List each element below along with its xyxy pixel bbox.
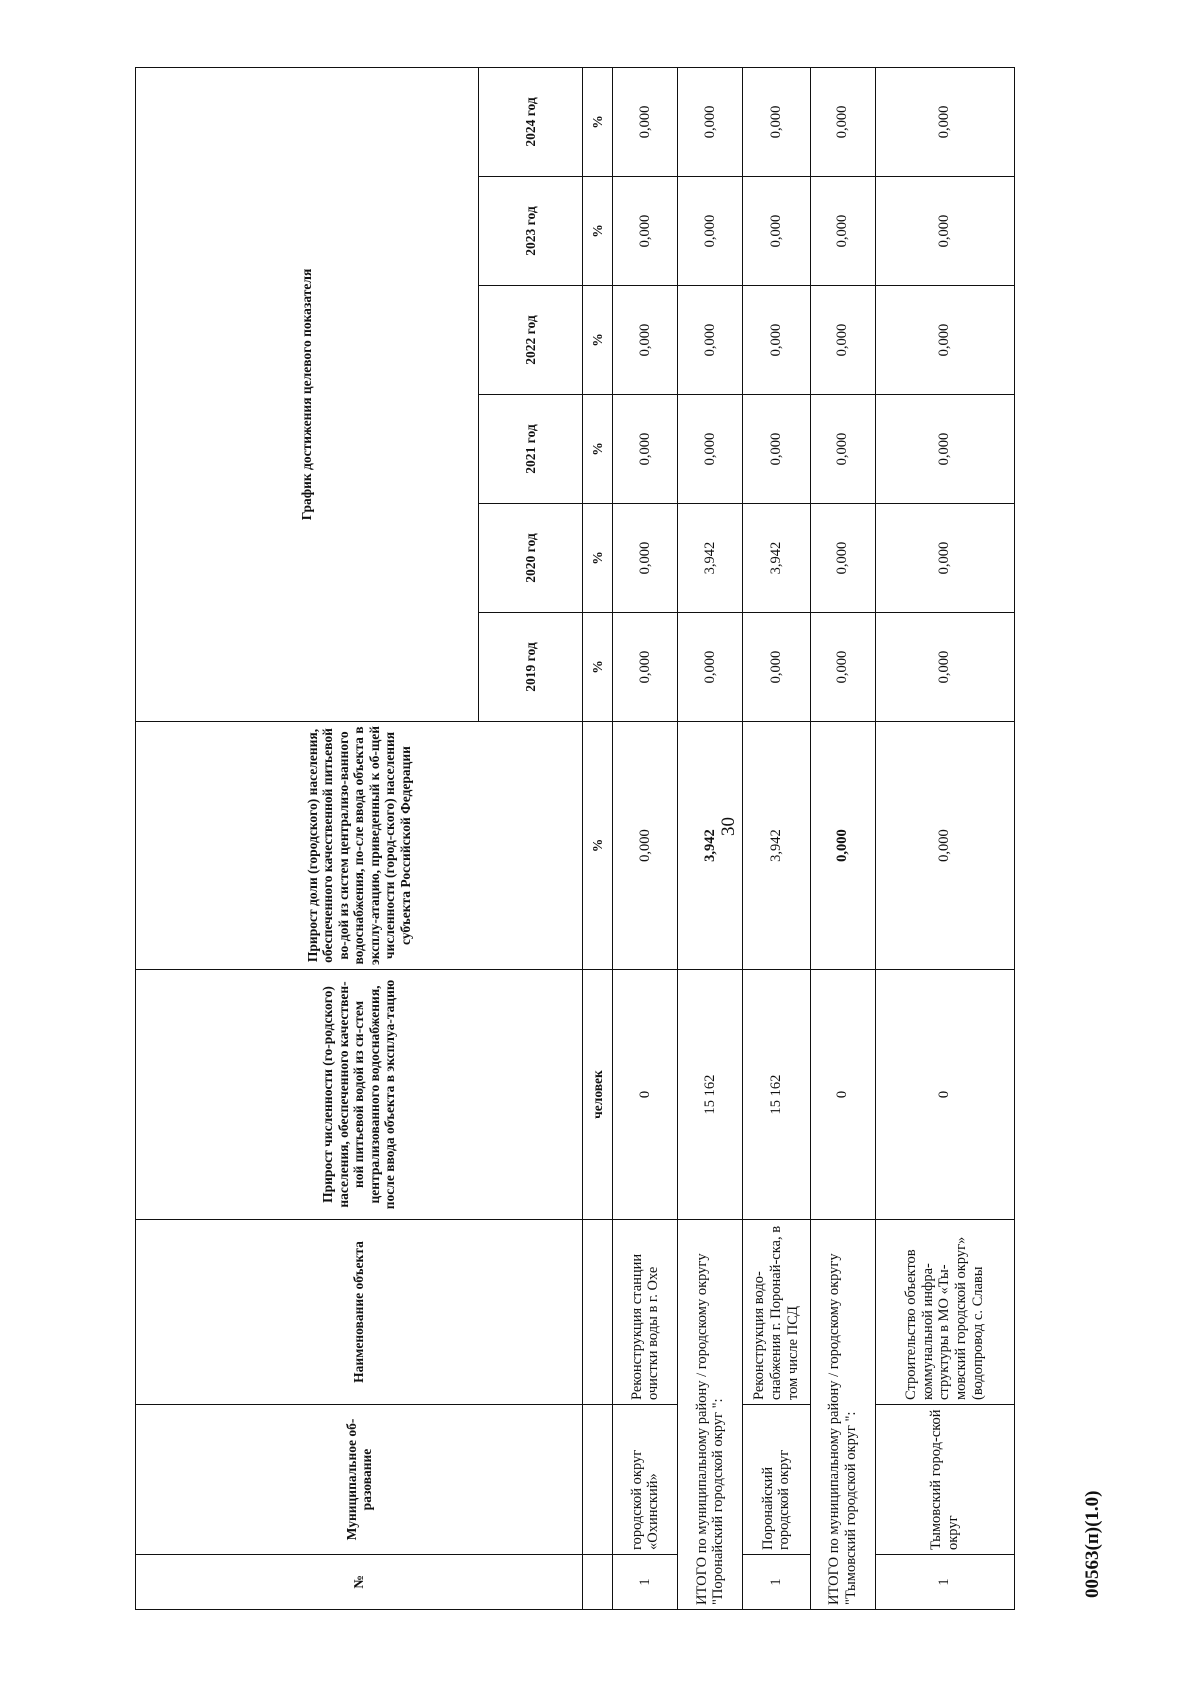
row-year-value: 0,000: [875, 286, 1014, 395]
total-share: 0,000: [810, 722, 875, 970]
header-share-growth: Прирост доли (городского) населения, обеспеченного качественной питьевой во-дой из систем централизо-ванного водоснабжения, по-сле ввода объекта в эксплу-атацию, приведенный к об-щей численности (город-ского) населения субъекта Российской Федерации: [136, 722, 583, 970]
total-share: 3,942: [678, 722, 743, 970]
header-year: 2019 год: [478, 613, 583, 722]
unit-year-percent: %: [583, 504, 613, 613]
unit-year-percent: %: [583, 286, 613, 395]
total-year-value: 0,000: [678, 613, 743, 722]
row-year-value: 0,000: [875, 67, 1014, 176]
row-share: 3,942: [743, 722, 810, 970]
header-municipality: Муниципальное об-разование: [136, 1405, 583, 1555]
row-year-value: 0,000: [613, 395, 678, 504]
header-schedule: График достижения целевого показателя: [136, 67, 479, 721]
total-year-value: 3,942: [678, 504, 743, 613]
row-municipality: Тымовский город-ской округ: [875, 1405, 1014, 1555]
units-empty: [583, 1555, 613, 1610]
row-share: 0,000: [875, 722, 1014, 970]
page-number: 30: [718, 817, 739, 836]
header-row: [136, 67, 479, 1609]
total-year-value: 0,000: [810, 395, 875, 504]
row-people: 0: [875, 970, 1014, 1220]
header-population-growth: Прирост численности (го-родского) населения, обеспеченного качествен-ной питьевой водой из си-стем централизованного водоснабжения, после ввода объекта в эксплуа-тацию: [136, 970, 583, 1220]
row-year-value: 0,000: [743, 177, 810, 286]
units-row: [583, 67, 613, 1609]
unit-percent: %: [583, 722, 613, 970]
total-year-value: 0,000: [678, 67, 743, 176]
row-year-value: 0,000: [613, 286, 678, 395]
header-year: 2020 год: [478, 504, 583, 613]
total-label: ИТОГО по муниципальному району / городскому округу "Поронайский городской округ ":: [678, 1220, 743, 1610]
indicator-table-container: [135, 68, 1015, 1610]
header-year: 2024 год: [478, 67, 583, 176]
row-year-value: 0,000: [875, 177, 1014, 286]
units-empty: [583, 1405, 613, 1555]
total-year-value: 0,000: [810, 613, 875, 722]
row-year-value: 0,000: [613, 67, 678, 176]
row-year-value: 0,000: [743, 67, 810, 176]
row-year-value: 0,000: [743, 286, 810, 395]
row-municipality: Поронайский городской округ: [743, 1405, 810, 1555]
table-row: [613, 67, 678, 1609]
row-year-value: 0,000: [875, 504, 1014, 613]
row-municipality: городской округ «Охинский»: [613, 1405, 678, 1555]
row-number: 1: [875, 1555, 1014, 1610]
header-object: Наименование объекта: [136, 1220, 583, 1405]
row-object: Реконструкция станции очистки воды в г. Охе: [613, 1220, 678, 1405]
row-number: 1: [613, 1555, 678, 1610]
row-year-value: 3,942: [743, 504, 810, 613]
row-object: Строительство объектов коммунальной инфра-структуры в МО «Ты-мовский городской округ» (водопровод с. Славы: [875, 1220, 1014, 1405]
row-year-value: 0,000: [613, 504, 678, 613]
row-people: 0: [613, 970, 678, 1220]
indicator-table: [135, 67, 1015, 1610]
total-year-value: 0,000: [810, 504, 875, 613]
total-year-value: 0,000: [678, 395, 743, 504]
unit-year-percent: %: [583, 67, 613, 176]
row-year-value: 0,000: [875, 395, 1014, 504]
header-year: 2022 год: [478, 286, 583, 395]
row-year-value: 0,000: [743, 395, 810, 504]
row-year-value: 0,000: [613, 613, 678, 722]
unit-people: человек: [583, 970, 613, 1220]
table-row: [875, 67, 1014, 1609]
unit-year-percent: %: [583, 613, 613, 722]
unit-year-percent: %: [583, 177, 613, 286]
row-people: 15 162: [743, 970, 810, 1220]
total-people: 15 162: [678, 970, 743, 1220]
total-row: [678, 67, 743, 1609]
row-year-value: 0,000: [743, 613, 810, 722]
row-object: Реконструкция водо-снабжения г. Поронай-ска, в том числе ПСД: [743, 1220, 810, 1405]
total-row: [810, 67, 875, 1609]
total-label: ИТОГО по муниципальному району / городскому округу "Тымовский городской округ ":: [810, 1220, 875, 1610]
total-year-value: 0,000: [810, 286, 875, 395]
units-empty: [583, 1220, 613, 1405]
header-no: №: [136, 1555, 583, 1610]
total-people: 0: [810, 970, 875, 1220]
row-year-value: 0,000: [613, 177, 678, 286]
row-share: 0,000: [613, 722, 678, 970]
header-year: 2023 год: [478, 177, 583, 286]
total-year-value: 0,000: [810, 177, 875, 286]
row-number: 1: [743, 1555, 810, 1610]
total-year-value: 0,000: [678, 286, 743, 395]
unit-year-percent: %: [583, 395, 613, 504]
header-year: 2021 год: [478, 395, 583, 504]
total-year-value: 0,000: [678, 177, 743, 286]
row-year-value: 0,000: [875, 613, 1014, 722]
document-code: 00563(п)(1.0): [1082, 1490, 1103, 1598]
table-row: [743, 67, 810, 1609]
total-year-value: 0,000: [810, 67, 875, 176]
